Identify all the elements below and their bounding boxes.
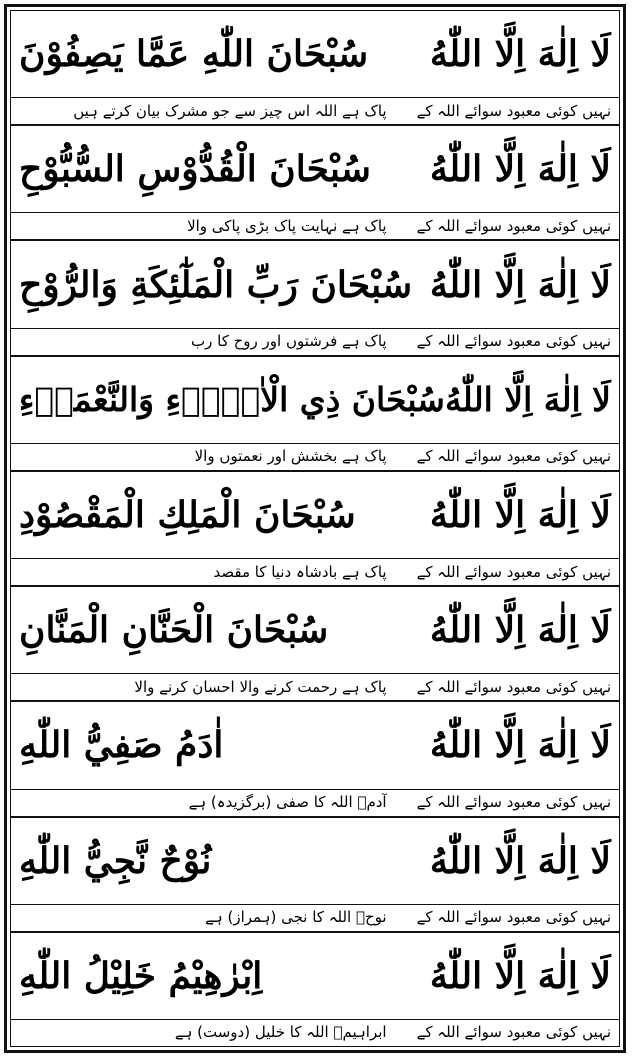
arabic-line: [11, 702, 619, 788]
translation-part-2: پاک ہے بخشش اور نعمتوں والا: [194, 447, 387, 466]
translation-part-2: پاک ہے نہایت پاک بڑی پاکی والا: [187, 216, 387, 235]
entry-block: [11, 587, 619, 702]
translation-part-1: نہیں کوئی معبود سوائے اللہ کے: [416, 216, 611, 235]
translation-line: [11, 558, 619, 585]
kalima-text: لَا اِلٰهَ اِلَّا اللّٰهُ: [429, 493, 611, 536]
translation-line: [11, 212, 619, 239]
arabic-line: [11, 241, 619, 327]
arabic-line: [11, 587, 619, 673]
translation-part-1: نہیں کوئی معبود سوائے اللہ کے: [416, 447, 611, 466]
translation-part-1: نہیں کوئی معبود سوائے اللہ کے: [416, 908, 611, 927]
translation-part-2: پاک ہے بادشاہ دنیا کا مقصد: [213, 562, 387, 581]
translation-part-2: پاک ہے رحمت کرنے والا احسان کرنے والا: [134, 677, 387, 696]
document-page: [4, 4, 626, 1053]
translation-line: [11, 673, 619, 700]
entry-block: [11, 241, 619, 356]
kalima-text: لَا اِلٰهَ اِلَّا اللّٰهُ: [429, 148, 611, 191]
tasbih-text: سُبْحَانَ الْحَنَّانِ الْمَنَّانِ: [19, 609, 329, 652]
arabic-line: [11, 818, 619, 904]
tasbih-text: سُبْحَانَ ذِي الْاٰلَاۗءِ وَالنَّعْمَاۗءِ: [18, 380, 445, 420]
translation-part-2: پاک ہے فرشتوں اور روح کا رب: [191, 332, 387, 351]
translation-line: [11, 443, 619, 470]
entry-block: [11, 11, 619, 126]
kalima-text: لَا اِلٰهَ اِلَّا اللّٰهُ: [429, 954, 611, 997]
tasbih-text: سُبْحَانَ اللّٰهِ عَمَّا يَصِفُوْنَ: [19, 33, 369, 76]
translation-part-2: آدمؑ اللہ کا صفی (برگزیدہ) ہے: [188, 793, 387, 812]
tasbih-text: نُوْحٌ نَّجِيُّ اللّٰهِ: [19, 839, 212, 882]
entry-block: [11, 933, 619, 1046]
arabic-line: [11, 933, 619, 1019]
entry-block: [11, 126, 619, 241]
entry-block: [11, 357, 619, 472]
translation-part-1: نہیں کوئی معبود سوائے اللہ کے: [416, 332, 611, 351]
translation-part-2: پاک ہے اللہ اس چیز سے جو مشرک بیان کرتے ہیں: [73, 101, 387, 120]
translation-part-2: ابراہیمؑ اللہ کا خلیل (دوست) ہے: [174, 1023, 387, 1042]
kalima-text: لَا اِلٰهَ اِلَّا اللّٰهُ: [429, 263, 611, 306]
kalima-text: لَا اِلٰهَ اِلَّا اللّٰهُ: [429, 724, 611, 767]
translation-line: [11, 789, 619, 816]
kalima-text: لَا اِلٰهَ اِلَّا اللّٰهُ: [429, 839, 611, 882]
tasbih-text: سُبْحَانَ الْمَلِكِ الْمَقْصُوْدِ: [19, 493, 356, 536]
entry-block: [11, 702, 619, 817]
arabic-line: [11, 11, 619, 97]
entry-block: [11, 818, 619, 933]
entry-block: [11, 472, 619, 587]
arabic-line: [11, 472, 619, 558]
translation-line: [11, 328, 619, 355]
translation-part-1: نہیں کوئی معبود سوائے اللہ کے: [416, 793, 611, 812]
kalima-text: لَا اِلٰهَ اِلَّا اللّٰهُ: [444, 380, 611, 420]
translation-line: [11, 904, 619, 931]
arabic-line: [11, 126, 619, 212]
translation-part-1: نہیں کوئی معبود سوائے اللہ کے: [416, 101, 611, 120]
tasbih-text: اٰدَمُ صَفِيُّ اللّٰهِ: [19, 724, 224, 767]
kalima-text: لَا اِلٰهَ اِلَّا اللّٰهُ: [429, 609, 611, 652]
arabic-line: [11, 357, 619, 443]
tasbih-text: سُبْحَانَ الْقُدُّوْسِ السُّبُّوْحِ: [19, 148, 371, 191]
kalima-text: لَا اِلٰهَ اِلَّا اللّٰهُ: [429, 33, 611, 76]
tasbih-text: سُبْحَانَ رَبِّ الْمَلٰٓئِكَةِ وَالرُّوْحِ: [19, 263, 413, 306]
translation-part-1: نہیں کوئی معبود سوائے اللہ کے: [416, 562, 611, 581]
content-frame: [10, 10, 620, 1047]
translation-part-2: نوحؑ اللہ کا نجی (ہمراز) ہے: [205, 908, 387, 927]
tasbih-text: اِبْرٰهِيْمُ خَلِيْلُ اللّٰهِ: [19, 954, 263, 997]
translation-line: [11, 97, 619, 124]
translation-part-1: نہیں کوئی معبود سوائے اللہ کے: [416, 677, 611, 696]
translation-line: [11, 1019, 619, 1046]
translation-part-1: نہیں کوئی معبود سوائے اللہ کے: [416, 1023, 611, 1042]
